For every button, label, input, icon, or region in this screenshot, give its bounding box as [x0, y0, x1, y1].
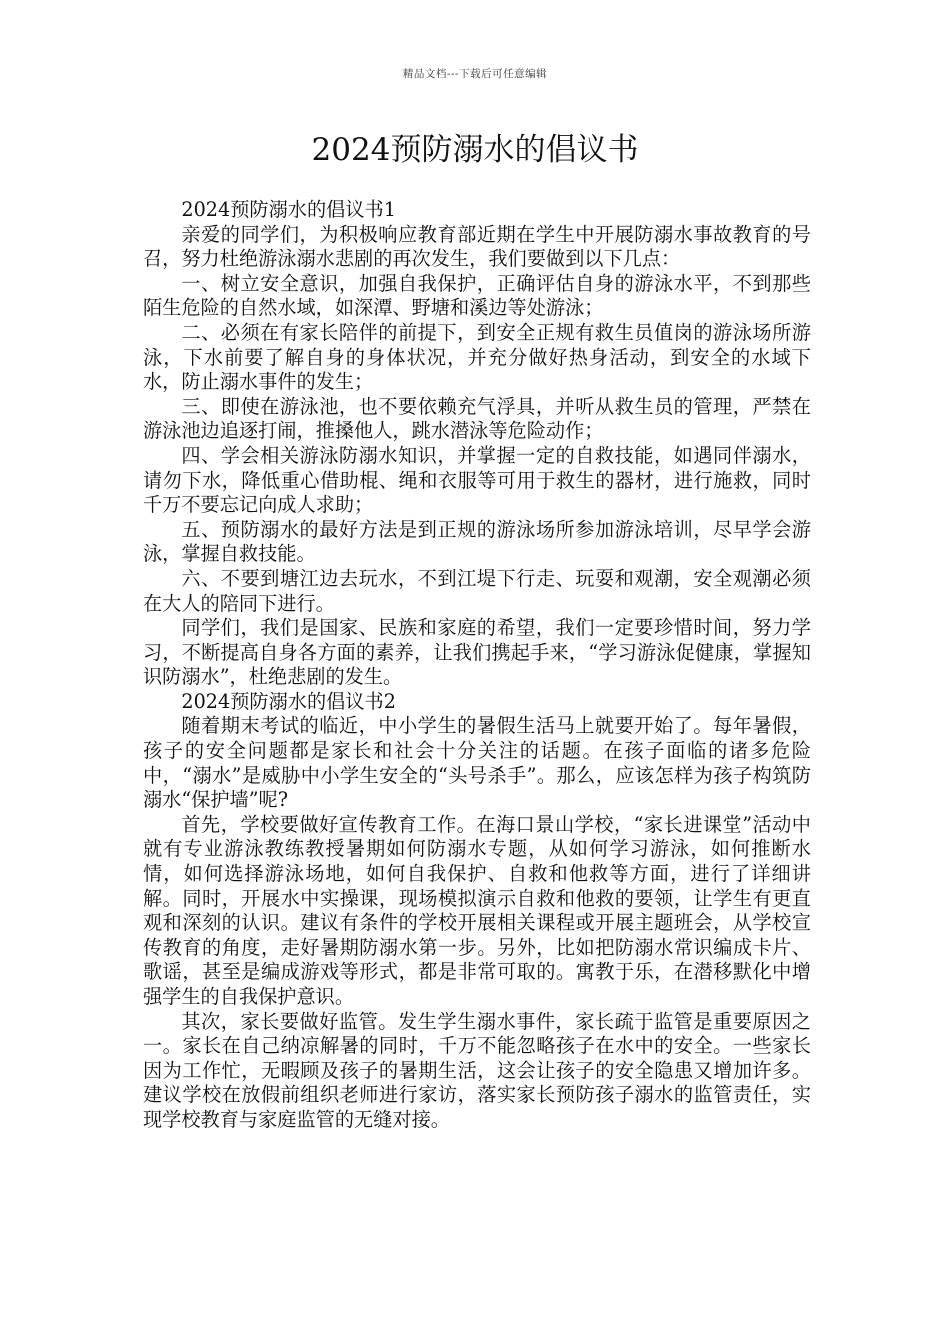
document-title: 2024预防溺水的倡议书	[311, 132, 639, 168]
paragraph-greeting: 亲爱的同学们，为积极响应教育部近期在学生中开展防溺水事故教育的号召，努力杜绝游泳溺水悲剧的再次发生，我们要做到以下几点：	[143, 222, 811, 271]
section-heading-1: 2024预防溺水的倡议书1	[181, 198, 396, 221]
paragraph-point-4: 四、学会相关游泳防溺水知识，并掌握一定的自救技能，如遇同伴溺水，请勿下水，降低重心借助棍、绳和衣服等可用于救生的器材，进行施救，同时千万不要忘记向成人求助；	[143, 443, 811, 517]
paragraph-intro-2: 随着期末考试的临近，中小学生的暑假生活马上就要开始了。每年暑假，孩子的安全问题都是家长和社会十分关注的话题。在孩子面临的诸多危险中，“溺水”是威胁中小学生安全的“头号杀手”。那么，应该怎样为孩子构筑防溺水“保护墙”呢?	[143, 714, 811, 812]
paragraph-parents: 其次，家长要做好监管。发生学生溺水事件，家长疏于监管是重要原因之一。家长在自己纳凉解暑的同时，千万不能忽略孩子在水中的安全。一些家长因为工作忙，无暇顾及孩子的暑期生活，这会让孩子的安全隐患又增加许多。建议学校在放假前组织老师进行家访，落实家长预防孩子溺水的监管责任，实现学校教育与家庭监管的无缝对接。	[143, 1009, 811, 1131]
paragraph-closing: 同学们，我们是国家、民族和家庭的希望，我们一定要珍惜时间，努力学习，不断提高自身各方面的素养，让我们携起手来，“学习游泳促健康，掌握知识防溺水”，杜绝悲剧的发生。	[143, 616, 811, 689]
paragraph-point-2: 二、必须在有家长陪伴的前提下，到安全正规有救生员值岗的游泳场所游泳，下水前要了解自身的身体状况，并充分做好热身活动，到安全的水域下水，防止溺水事件的发生；	[143, 320, 811, 394]
paragraph-school: 首先，学校要做好宣传教育工作。在海口景山学校，“家长进课堂”活动中就有专业游泳教练教授暑期如何防溺水专题，从如何学习游泳，如何推断水情，如何选择游泳场地，如何自我保护、自救和他救等方面，进行了详细讲解。同时，开展水中实操课，现场模拟演示自救和他救的要领，让学生有更直观和深刻的认识。建议有条件的学校开展相关课程或开展主题班会，从学校宣传教育的角度，走好暑期防溺水第一步。另外，比如把防溺水常识编成卡片、歌谣，甚至是编成游戏等形式，都是非常可取的。寓教于乐，在潜移默化中增强学生的自我保护意识。	[143, 812, 811, 1008]
paragraph-point-1: 一、树立安全意识，加强自我保护，正确评估自身的游泳水平，不到那些陌生危险的自然水域，如深潭、野塘和溪边等处游泳；	[143, 271, 811, 320]
document-body	[143, 198, 811, 1133]
page-header-note: 精品文档---下载后可任意编辑	[402, 68, 548, 80]
paragraph-point-3: 三、即使在游泳池，也不要依赖充气浮具，并听从救生员的管理，严禁在游泳池边追逐打闹，推搡他人，跳水潜泳等危险动作；	[143, 394, 811, 443]
paragraph-point-6: 六、不要到塘江边去玩水，不到江堤下行走、玩耍和观潮，安全观潮必须在大人的陪同下进行。	[143, 566, 811, 615]
paragraph-point-5: 五、预防溺水的最好方法是到正规的游泳场所参加游泳培训，尽早学会游泳，掌握自救技能。	[143, 517, 811, 566]
section-heading-2: 2024预防溺水的倡议书2	[181, 689, 396, 713]
